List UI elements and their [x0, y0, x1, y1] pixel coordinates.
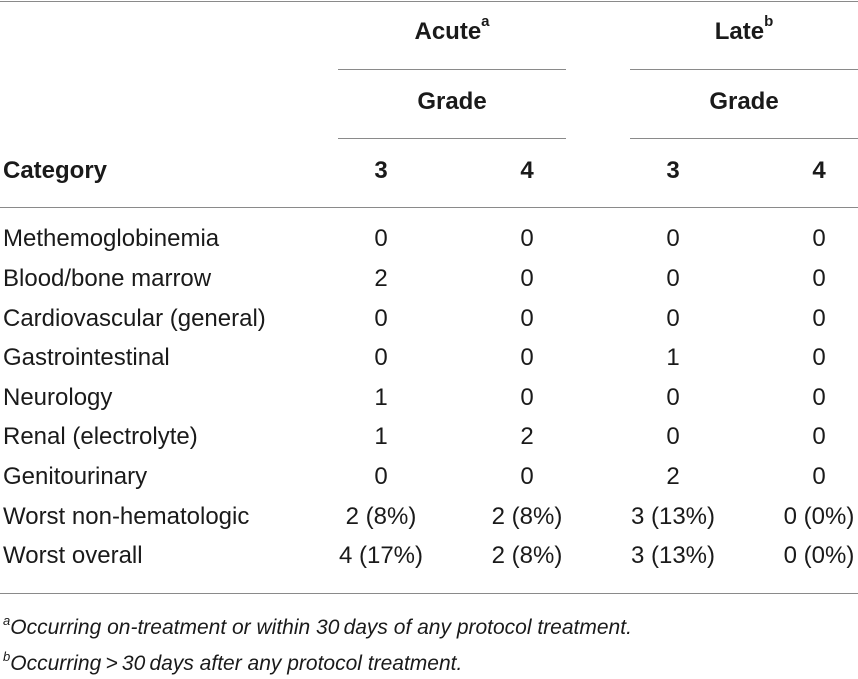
cell-acute-4: 2 (8%) [491, 503, 563, 530]
cell-late-3: 3 (13%) [630, 503, 716, 530]
cell-late-3: 0 [666, 305, 680, 332]
cell-late-4: 0 [812, 305, 826, 332]
cell-late-4: 0 [812, 384, 826, 411]
cell-late-4: 0 (0%) [783, 503, 855, 530]
cell-acute-3: 4 (17%) [338, 542, 424, 569]
cell-acute-4: 0 [520, 384, 534, 411]
cell-acute-3: 1 [374, 384, 388, 411]
cell-acute-3: 0 [374, 305, 388, 332]
cell-acute-4: 2 [520, 423, 534, 450]
footnote-b [3, 651, 462, 677]
cell-late-3: 0 [666, 265, 680, 292]
cell-late-3: 1 [666, 344, 680, 371]
acute-header [338, 13, 566, 47]
row-category: Blood/bone marrow [3, 265, 212, 292]
cell-acute-3: 2 [374, 265, 388, 292]
cell-acute-4: 0 [520, 265, 534, 292]
grade-col-acute-3: 3 [374, 157, 388, 184]
late-grade-header: Grade [709, 88, 779, 115]
cell-late-3: 0 [666, 225, 680, 252]
cell-acute-3: 1 [374, 423, 388, 450]
cell-acute-4: 2 (8%) [491, 542, 563, 569]
table-bottom-rule [0, 593, 858, 594]
row-category: Genitourinary [3, 463, 148, 490]
grade-col-acute-4: 4 [520, 157, 534, 184]
row-category: Worst non-hematologic [3, 503, 250, 530]
row-category: Worst overall [3, 542, 143, 569]
category-header: Category [3, 157, 108, 184]
acute-footnote-marker: a [481, 13, 490, 30]
cell-acute-4: 0 [520, 463, 534, 490]
cell-late-4: 0 [812, 225, 826, 252]
acute-grade-rule [338, 138, 566, 139]
row-category: Cardiovascular (general) [3, 305, 266, 332]
footnote-b-text: Occurring > 30 days after any protocol treatment. [10, 652, 463, 675]
grade-col-late-4: 4 [812, 157, 826, 184]
cell-late-4: 0 [812, 463, 826, 490]
row-category: Methemoglobinemia [3, 225, 220, 252]
cell-acute-3: 0 [374, 344, 388, 371]
cell-late-4: 0 [812, 344, 826, 371]
footnote-a-marker: a [3, 613, 11, 628]
cell-acute-4: 0 [520, 344, 534, 371]
row-category: Gastrointestinal [3, 344, 170, 371]
row-category: Renal (electrolyte) [3, 423, 198, 450]
cell-late-3: 3 (13%) [630, 542, 716, 569]
cell-acute-3: 2 (8%) [345, 503, 417, 530]
late-group-rule [630, 69, 858, 70]
cell-late-3: 2 [666, 463, 680, 490]
acute-group-rule [338, 69, 566, 70]
cell-acute-3: 0 [374, 463, 388, 490]
cell-acute-3: 0 [374, 225, 388, 252]
cell-late-4: 0 (0%) [783, 542, 855, 569]
cell-late-3: 0 [666, 423, 680, 450]
cell-late-4: 0 [812, 265, 826, 292]
cell-late-3: 0 [666, 384, 680, 411]
acute-grade-header: Grade [417, 88, 487, 115]
row-category: Neurology [3, 384, 113, 411]
footnote-b-marker: b [3, 649, 11, 664]
footnote-a-text: Occurring on-treatment or within 30 days of any protocol treatment. [10, 616, 632, 639]
cell-late-4: 0 [812, 423, 826, 450]
top-rule [0, 1, 858, 2]
cell-acute-4: 0 [520, 305, 534, 332]
footnote-a [3, 615, 632, 641]
late-footnote-marker: b [764, 13, 774, 30]
header-bottom-rule [0, 207, 858, 208]
late-label: Late [714, 18, 765, 45]
late-grade-rule [630, 138, 858, 139]
acute-label: Acute [414, 18, 482, 45]
grade-col-late-3: 3 [666, 157, 680, 184]
cell-acute-4: 0 [520, 225, 534, 252]
late-header [630, 13, 858, 47]
